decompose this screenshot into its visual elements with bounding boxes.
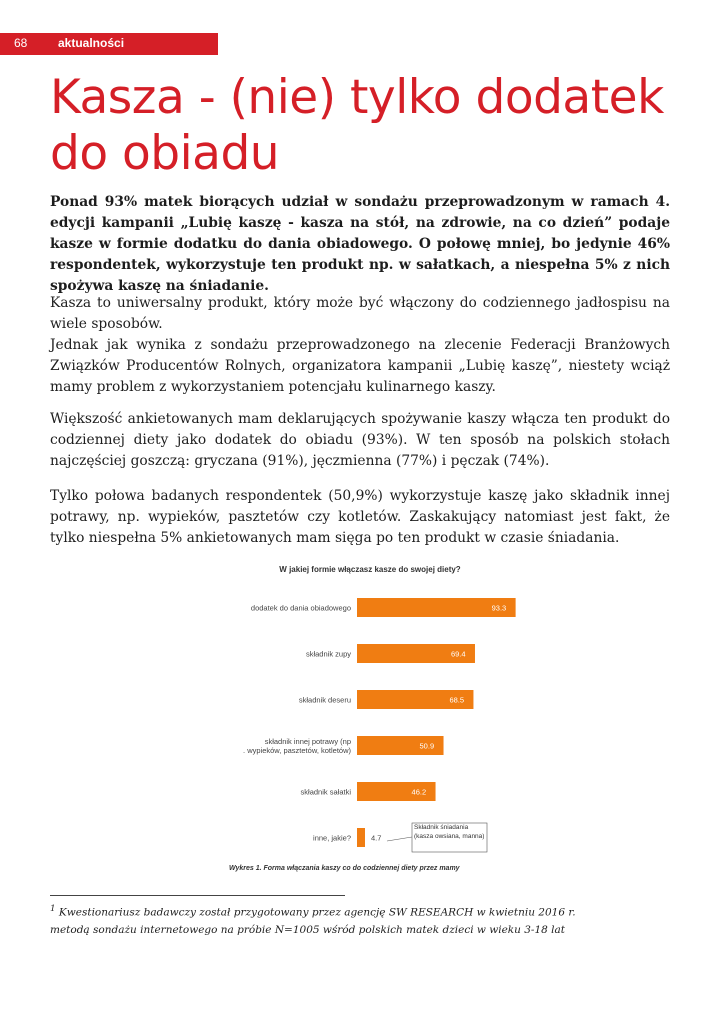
bar-label: składnik sałatki [300, 787, 351, 797]
bar-value: 4.7 [370, 833, 382, 843]
chart-title: W jakiej formie włączasz kasze do swojej diety? [279, 565, 461, 574]
bar-chart [205, 558, 535, 876]
paragraph-2: Większość ankietowanych mam deklarujących spożywanie kaszy włącza ten produkt do codziennej diety jako dodatek do obiadu (93%). W ten sposób na polskich stołach najczęściej goszczą: gryczana (91%), jęczmienna (77%) i pęczak (74%). [50, 411, 670, 469]
annotation-text: Składnik śniadania (kasza owsiana, manna) [414, 824, 485, 840]
bar-label: dodatek do dania obiadowego [250, 603, 351, 613]
bar-label: składnik innej potrawy (np . wypieków, pasztetów, kotletów) [243, 737, 351, 755]
bar-value: 69.4 [450, 649, 466, 659]
page-number: 68 [14, 36, 28, 50]
footnote [50, 901, 690, 939]
footnote-marker: 1 [50, 904, 56, 914]
bar-value: 93.3 [491, 603, 507, 613]
paragraph-1 [50, 293, 670, 398]
bar [357, 828, 365, 847]
article-title: Kasza - (nie) tylko dodatek do obiadu [50, 70, 664, 181]
footnote-line-2: metodą sondażu internetowego na próbie N=1005 wśród polskich matek dzieci w wieku 3-18 lat [50, 923, 566, 936]
chart-bars [243, 598, 516, 847]
bar-label: inne, jakie? [313, 833, 351, 843]
bar-value: 46.2 [411, 787, 427, 797]
footnote-line-1 [50, 901, 690, 922]
bar-label: składnik deseru [298, 695, 351, 705]
paragraph-1a: Kasza to uniwersalny produkt, który może być włączony do codziennego jadłospisu na wiele sposobów. [50, 295, 670, 332]
footnote-text-1: Kwestionariusz badawczy został przygotowany przez agencję SW RESEARCH w kwietniu 2016 r. [58, 906, 576, 919]
paragraph-1b: Jednak jak wynika z sondażu przeprowadzonego na zlecenie Federacji Branżowych Związków Producentów Rolnych, organizatora kampanii „Lubię kaszę”, niestety wciąż mamy problem z wykorzystaniem potencjału kulinarnego kaszy. [50, 337, 670, 395]
footnote-rule [50, 895, 345, 896]
section-label: aktualności [58, 36, 125, 50]
annotation-pointer [387, 837, 412, 841]
bar-label: składnik zupy [305, 649, 351, 659]
bar-value: 68.5 [449, 695, 465, 705]
article-lead: Ponad 93% matek biorących udział w sondażu przeprowadzonym w ramach 4. edycji kampanii „Lubię kaszę - kasza na stół, na zdrowie, na co dzień” podaje kasze w formie dodatku do dania obiadowego. O połowę mniej, bo jedynie 46% respondentek, wykorzystuje ten produkt np. w sałatkach, a niespełna 5% z nich spożywa kaszę na śniadanie. [50, 194, 670, 294]
chart-caption: Wykres 1. Forma włączania kaszy co do codziennej diety przez mamy [229, 865, 460, 872]
bar-value: 50.9 [419, 741, 435, 751]
paragraph-3: Tylko połowa badanych respondentek (50,9%) wykorzystuje kaszę jako składnik innej potrawy, np. wypieków, pasztetów czy kotletów. Zaskakujący natomiast jest fakt, że tylko niespełna 5% ankietowanych mam sięga po ten produkt w czasie śniadania. [50, 488, 670, 546]
